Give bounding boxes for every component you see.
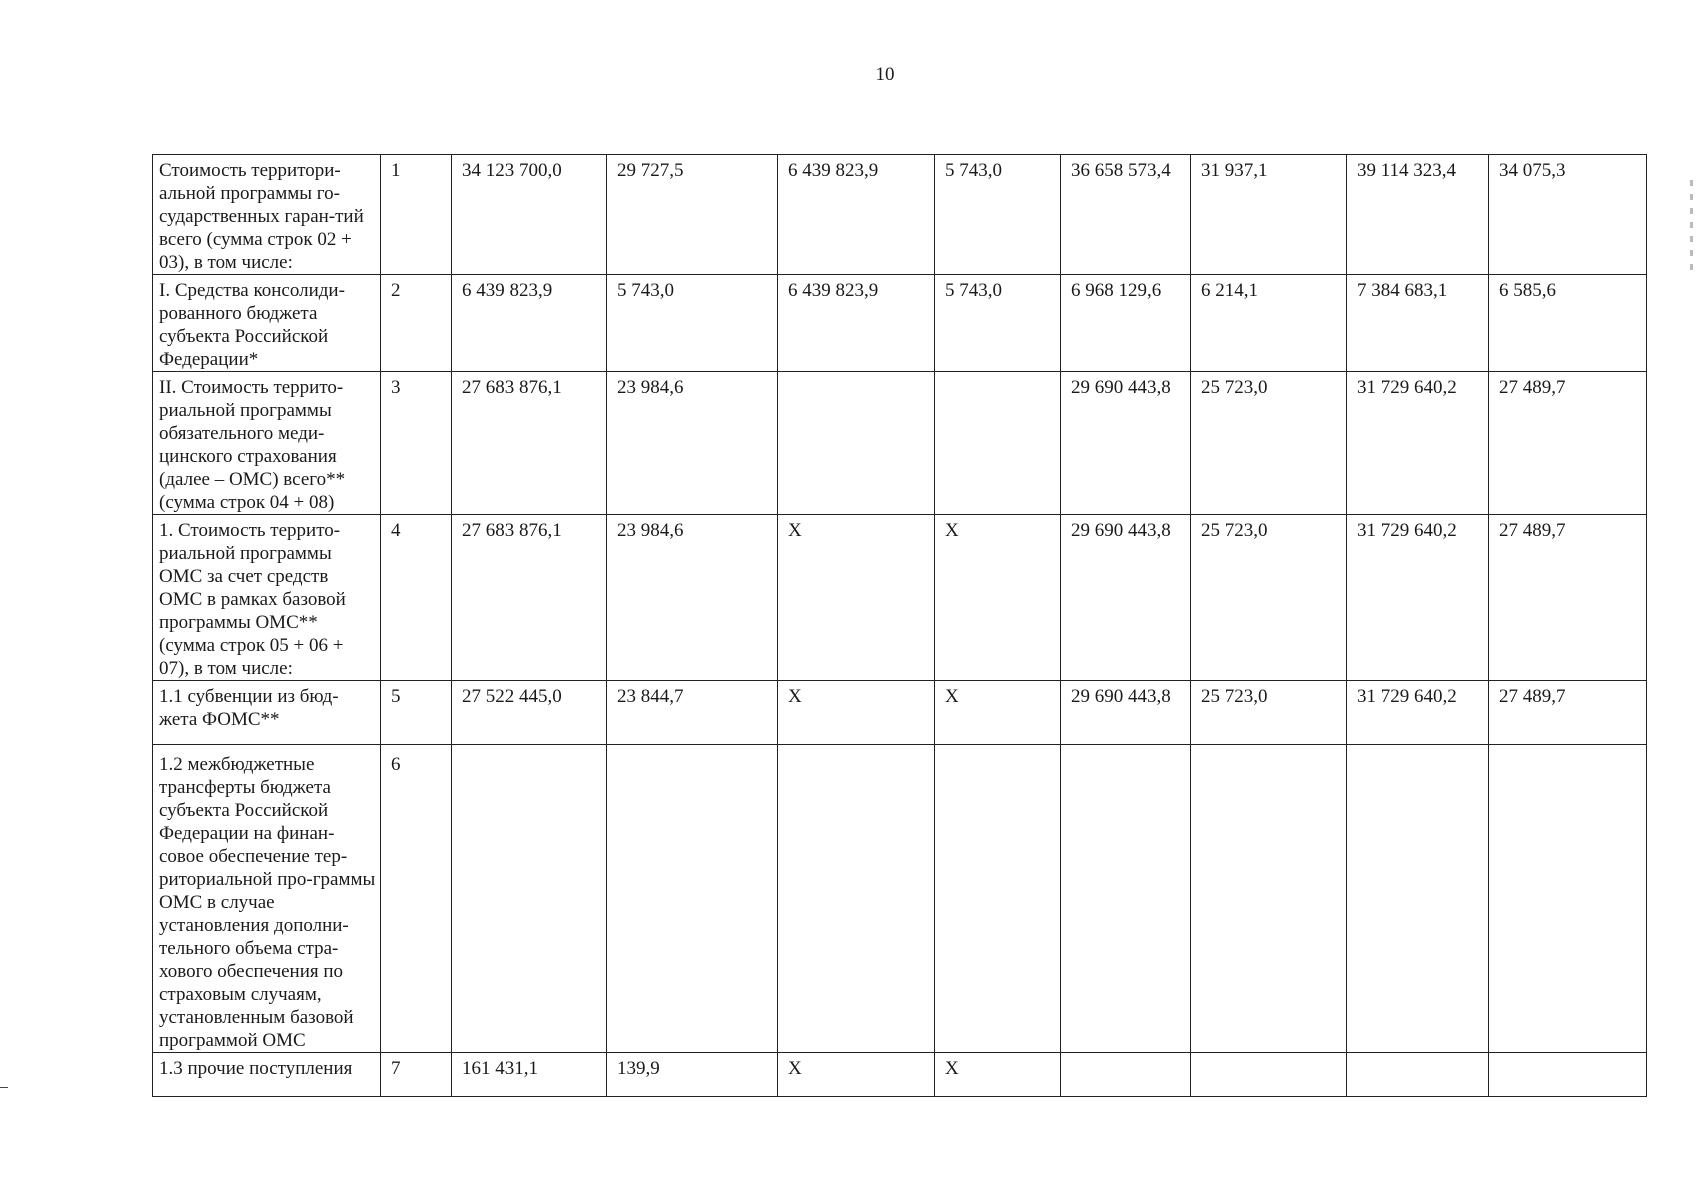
row-label: Стоимость территори-альной программы го-сударственных гаран-тий всего (сумма строк 02 + 03), в том числе:	[153, 155, 381, 275]
table-cell: 23 984,6	[607, 372, 778, 515]
table-cell	[452, 745, 607, 1053]
table-cell	[1191, 745, 1347, 1053]
table-cell: 27 489,7	[1489, 372, 1647, 515]
table-cell: 7 384 683,1	[1347, 275, 1489, 372]
table-cell: 25 723,0	[1191, 515, 1347, 681]
table-cell	[1061, 1053, 1191, 1097]
table-cell: 34 123 700,0	[452, 155, 607, 275]
table-row	[153, 275, 1647, 372]
budget-table	[152, 154, 1647, 1097]
table-cell: 161 431,1	[452, 1053, 607, 1097]
row-number: 1	[381, 155, 452, 275]
table-cell: 25 723,0	[1191, 372, 1347, 515]
table-cell: 23 984,6	[607, 515, 778, 681]
table-cell: 31 729 640,2	[1347, 515, 1489, 681]
table-cell	[935, 745, 1061, 1053]
row-number: 3	[381, 372, 452, 515]
scan-edge-marks	[1690, 180, 1693, 270]
row-label: 1. Стоимость террито-риальной программы ОМС за счет средств ОМС в рамках базовой программы ОМС** (сумма строк 05 + 06 + 07), в том числе:	[153, 515, 381, 681]
table-cell: 6 968 129,6	[1061, 275, 1191, 372]
row-label: 1.1 субвенции из бюд-жета ФОМС**	[153, 681, 381, 745]
table-cell	[1347, 1053, 1489, 1097]
row-label: 1.2 межбюджетные трансферты бюджета субъекта Российской Федерации на финан-совое обеспечение тер-риториальной про-граммы ОМС в случае установления дополни-тельного объема стра-хового обеспечения по страховым случаям, установленным базовой программой ОМС	[153, 745, 381, 1053]
table-row	[153, 681, 1647, 745]
table-cell: 29 690 443,8	[1061, 515, 1191, 681]
table-row	[153, 515, 1647, 681]
table-cell	[1191, 1053, 1347, 1097]
table-cell: 29 727,5	[607, 155, 778, 275]
table-cell: 27 489,7	[1489, 515, 1647, 681]
table-cell: 31 729 640,2	[1347, 681, 1489, 745]
table-cell: 5 743,0	[935, 275, 1061, 372]
row-number: 6	[381, 745, 452, 1053]
table-cell: 31 729 640,2	[1347, 372, 1489, 515]
table-cell: 39 114 323,4	[1347, 155, 1489, 275]
table-cell	[778, 372, 935, 515]
table-cell: 36 658 573,4	[1061, 155, 1191, 275]
table-cell: 6 439 823,9	[452, 275, 607, 372]
table-cell: 6 439 823,9	[778, 275, 935, 372]
page-number: 10	[875, 64, 895, 85]
table-cell	[778, 745, 935, 1053]
table-cell: 6 585,6	[1489, 275, 1647, 372]
table-row	[153, 372, 1647, 515]
table-row	[153, 155, 1647, 275]
row-label: I. Средства консолиди-рованного бюджета субъекта Российской Федерации*	[153, 275, 381, 372]
table-cell: 5 743,0	[607, 275, 778, 372]
table-cell: 31 937,1	[1191, 155, 1347, 275]
table-cell: Х	[935, 1053, 1061, 1097]
margin-tick-mark	[0, 1087, 8, 1088]
table-cell: Х	[935, 681, 1061, 745]
table-body	[153, 155, 1647, 1097]
table-cell: 23 844,7	[607, 681, 778, 745]
table-cell: Х	[778, 515, 935, 681]
table-cell: 29 690 443,8	[1061, 372, 1191, 515]
table-cell: 6 439 823,9	[778, 155, 935, 275]
table-row	[153, 745, 1647, 1053]
table-cell: 25 723,0	[1191, 681, 1347, 745]
table-cell	[1061, 745, 1191, 1053]
table-cell: 27 683 876,1	[452, 515, 607, 681]
table-cell: Х	[778, 1053, 935, 1097]
table-cell: Х	[778, 681, 935, 745]
table-cell: 5 743,0	[935, 155, 1061, 275]
table-cell	[1489, 745, 1647, 1053]
table-cell	[1347, 745, 1489, 1053]
table-cell: 34 075,3	[1489, 155, 1647, 275]
table-cell: 139,9	[607, 1053, 778, 1097]
table-cell: 27 489,7	[1489, 681, 1647, 745]
row-number: 5	[381, 681, 452, 745]
table-cell: Х	[935, 515, 1061, 681]
table-cell	[935, 372, 1061, 515]
table-cell: 29 690 443,8	[1061, 681, 1191, 745]
row-number: 4	[381, 515, 452, 681]
table-cell: 27 522 445,0	[452, 681, 607, 745]
table-row	[153, 1053, 1647, 1097]
row-label: II. Стоимость террито-риальной программы обязательного меди-цинского страхования (далее – ОМС) всего** (сумма строк 04 + 08)	[153, 372, 381, 515]
row-label: 1.3 прочие поступления	[153, 1053, 381, 1097]
row-number: 2	[381, 275, 452, 372]
row-number: 7	[381, 1053, 452, 1097]
table-cell: 6 214,1	[1191, 275, 1347, 372]
table-cell	[1489, 1053, 1647, 1097]
table-cell	[607, 745, 778, 1053]
table-cell: 27 683 876,1	[452, 372, 607, 515]
